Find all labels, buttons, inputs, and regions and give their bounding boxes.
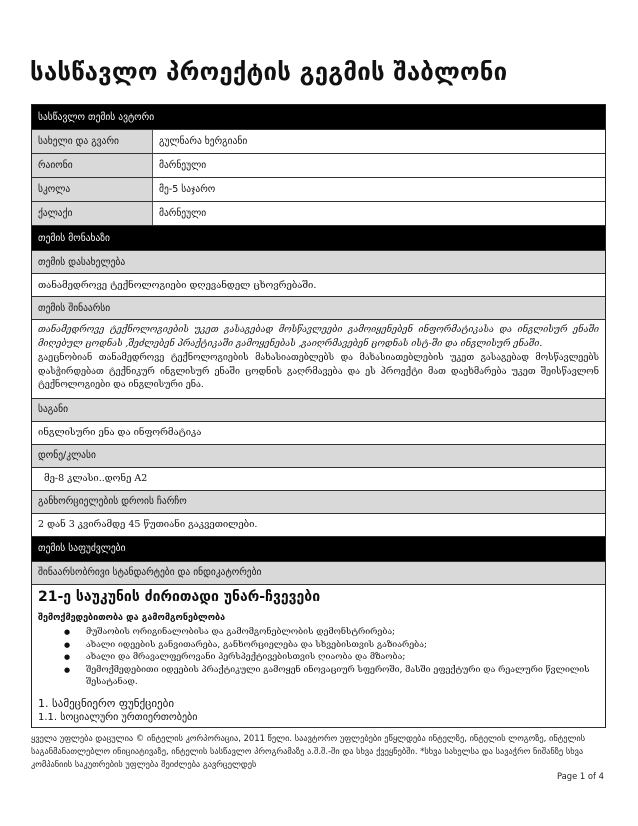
author-section-header: სასწავლო თემის ავტორი bbox=[32, 105, 605, 130]
level-label: დონე/კლასი bbox=[32, 445, 605, 468]
standards-label: შინაარსობრივი სტანდარტები და ინდიკატორები bbox=[32, 562, 605, 585]
topic-content-label: თემის შინაარსი bbox=[32, 297, 605, 320]
skills-heading: 21-ე საუკუნის ძირითადი უნარ-ჩვევები bbox=[38, 588, 321, 605]
author-row-district bbox=[32, 154, 605, 178]
creativity-list bbox=[32, 626, 605, 689]
author-row-city bbox=[32, 202, 605, 226]
author-row-name bbox=[32, 130, 605, 154]
subject-label: საგანი bbox=[32, 399, 605, 422]
page-title: სასწავლო პროექტის გეგმის შაბლონი bbox=[30, 58, 508, 86]
overview-section-header: თემის მონახაზი bbox=[32, 226, 605, 251]
creativity-heading: შემოქმედებითობა და გამომგონებლობა bbox=[38, 612, 226, 623]
list-item: ● მუშაობის ორიგინალობისა და გამომგონებლობის დემონსტრირება; bbox=[86, 626, 605, 639]
duration-value: 2 დან 3 კვირამდე 45 წუთიანი გაკვეთილები. bbox=[32, 514, 605, 537]
section1-heading: 1. სამეცნიერო ფუნქციები bbox=[38, 696, 175, 710]
duration-label: განხორციელების დროის ჩარჩო bbox=[32, 491, 605, 514]
list-item: ● ახალი და მრავალფეროვანი პერსპექტივებისთვის ღიაობა და მზაობა; bbox=[86, 651, 605, 664]
topic-content-body bbox=[32, 320, 605, 399]
field-value: გულნარა ხერგიანი bbox=[159, 136, 248, 147]
page-number: Page 1 of 4 bbox=[557, 771, 604, 781]
section1-sub: 1.1. სოციალური ურთიერთობები bbox=[38, 712, 198, 724]
field-value: მე-5 საჯარო bbox=[159, 184, 216, 195]
topic-content-italic: თანამედროვე ტექნოლოგიების უკეთ გასაგებად მოსწავლეები გამოიყენებენ ინფორმატიკასა და ინგლისურ ენაში მიღებულ ცოდნას ,შეძლებენ პრაქტიკაში გამოყენებას ,გაიღრმავებენ ცოდნას ისტ-ში და ინგლისურ ენაში. bbox=[38, 325, 599, 349]
basis-section-header: თემის საფუძვლები bbox=[32, 537, 605, 562]
field-label: რაიონი bbox=[32, 154, 153, 177]
list-item: ● ახალი იდეების განვითარება, განხორციელება და სხვებისთვის გაზიარება; bbox=[86, 639, 605, 652]
topic-name-value: თანამედროვე ტექნოლოგიები დღევანდელ ცხოვრებაში. bbox=[32, 274, 605, 297]
field-label: სახელი და გვარი bbox=[32, 130, 153, 153]
subject-value: ინგლისური ენა და ინფორმატიკა bbox=[32, 422, 605, 445]
field-label: ქალაქი bbox=[32, 202, 153, 225]
field-label: სკოლა bbox=[32, 178, 153, 201]
list-item: ● შემოქმედებითი იდეების პრაქტიკული გამოყენ ინოვაციურ სფეროში, მასში ეფექტური და რეალური წვლილის შესატანად. bbox=[86, 664, 605, 689]
standards-body bbox=[32, 585, 605, 728]
field-value: მარნეული bbox=[159, 208, 207, 219]
field-value: მარნეული bbox=[159, 160, 207, 171]
level-value: მე-8 კლასი..დონე A2 bbox=[32, 468, 605, 491]
project-plan-table bbox=[31, 104, 606, 728]
author-row-school bbox=[32, 178, 605, 202]
topic-name-label: თემის დასახელება bbox=[32, 251, 605, 274]
topic-content-text: გაეცნობიან თანამედროვე ტექნოლოგიების მახასიათებლებს და მახასიათებლების უკეთ გასაგებად მოსწავლეებს დასჭირდებათ ტექნიკურ ინგლისურ ენაში ცოდნის გაღრმავება და ეს პროექტი მათ დაეხმარება უკეთ შეისწავლონ ტექნოლოგიები და ინგლისური ენა. bbox=[38, 353, 599, 390]
copyright-footer: ყველა უფლება დაცულია © ინტელის კორპორაცია, 2011 წელი. საავტორო უფლებები ეწყლდება ინტელზე, ინტელის ლოგოზე, ინტელის საგანმანათლებლო ინიციატივაზე, ინტელის სასწავლო პროგრამაზე ა.შ.შ.-ში და სხვა ქვეყნებში. *სხვა სახელსა და სავაჭრო ნიშანზე სხვა კომპანიის საკუთრების უფლება შეიძლება გავრცელდეს bbox=[31, 733, 586, 769]
